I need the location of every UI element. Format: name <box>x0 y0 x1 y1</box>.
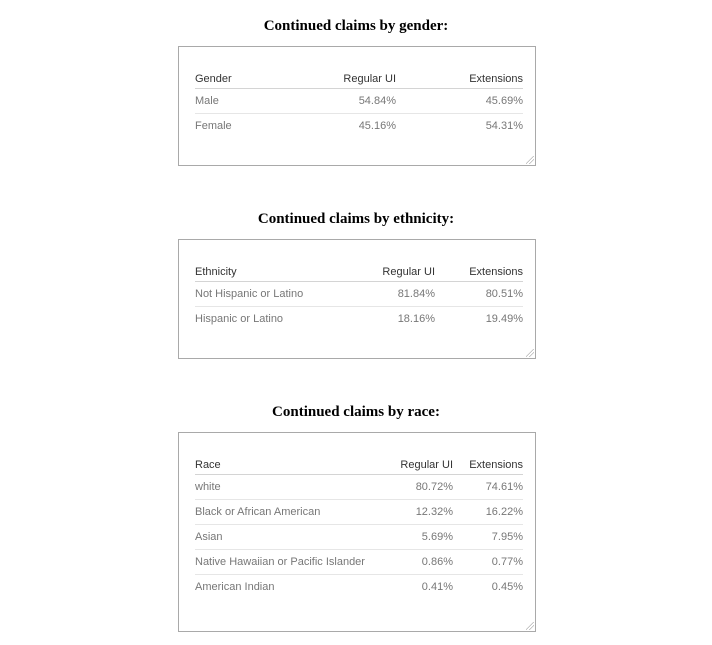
row-label: Not Hispanic or Latino <box>195 282 345 307</box>
resize-grip-icon[interactable] <box>526 156 534 164</box>
ethnicity-column-header[interactable]: Ethnicity <box>195 256 345 282</box>
regular-ui-value: 81.84% <box>345 282 435 307</box>
resize-grip-icon[interactable] <box>526 622 534 630</box>
row-label: Female <box>195 120 232 132</box>
row-label: Native Hawaiian or Pacific Islander <box>195 550 391 575</box>
table-row <box>195 307 523 332</box>
extensions-value: 0.45% <box>491 581 523 593</box>
race-table-panel <box>178 432 536 632</box>
extensions-value: 19.49% <box>485 313 523 325</box>
extensions-value: 45.69% <box>396 89 523 114</box>
regular-ui-value: 80.72% <box>391 475 453 500</box>
table-row <box>195 114 523 139</box>
extensions-column-header[interactable]: Extensions <box>435 256 523 282</box>
row-label: Hispanic or Latino <box>195 313 284 325</box>
extensions-value: 16.22% <box>453 500 523 525</box>
regular-ui-value: 0.86% <box>391 550 453 575</box>
race-section-title: Continued claims by race: <box>272 404 440 420</box>
extensions-value: 74.61% <box>453 475 523 500</box>
race-table <box>195 449 523 599</box>
resize-grip-icon[interactable] <box>526 349 534 357</box>
table-row <box>195 525 523 550</box>
extensions-value: 0.77% <box>453 550 523 575</box>
regular-ui-column-header[interactable]: Regular UI <box>345 256 435 282</box>
regular-ui-column-header[interactable]: Regular UI <box>305 63 396 89</box>
regular-ui-value: 0.41% <box>421 581 453 593</box>
extensions-value: 7.95% <box>453 525 523 550</box>
gender-table <box>195 63 523 138</box>
row-label: Male <box>195 89 305 114</box>
regular-ui-value: 5.69% <box>391 525 453 550</box>
extensions-value: 54.31% <box>485 120 523 132</box>
table-header-row <box>195 256 523 282</box>
ethnicity-table <box>195 256 523 331</box>
ethnicity-table-panel <box>178 239 536 359</box>
row-label: Black or African American <box>195 500 391 525</box>
table-row <box>195 500 523 525</box>
gender-table-panel <box>178 46 536 166</box>
regular-ui-value: 45.16% <box>358 120 396 132</box>
table-row <box>195 550 523 575</box>
race-column-header[interactable]: Race <box>195 449 391 475</box>
table-header-row <box>195 63 523 89</box>
table-header-row <box>195 449 523 475</box>
gender-section-title: Continued claims by gender: <box>263 18 449 34</box>
regular-ui-value: 54.84% <box>305 89 396 114</box>
extensions-column-header[interactable]: Extensions <box>453 449 523 475</box>
table-row <box>195 282 523 307</box>
row-label: American Indian <box>195 581 275 593</box>
regular-ui-column-header[interactable]: Regular UI <box>391 449 453 475</box>
table-row <box>195 575 523 600</box>
extensions-value: 80.51% <box>435 282 523 307</box>
regular-ui-value: 12.32% <box>391 500 453 525</box>
extensions-column-header[interactable]: Extensions <box>396 63 523 89</box>
regular-ui-value: 18.16% <box>397 313 435 325</box>
table-row <box>195 475 523 500</box>
row-label: Asian <box>195 525 391 550</box>
ethnicity-section-title: Continued claims by ethnicity: <box>257 211 455 227</box>
table-row <box>195 89 523 114</box>
row-label: white <box>195 475 391 500</box>
gender-column-header[interactable]: Gender <box>195 63 305 89</box>
